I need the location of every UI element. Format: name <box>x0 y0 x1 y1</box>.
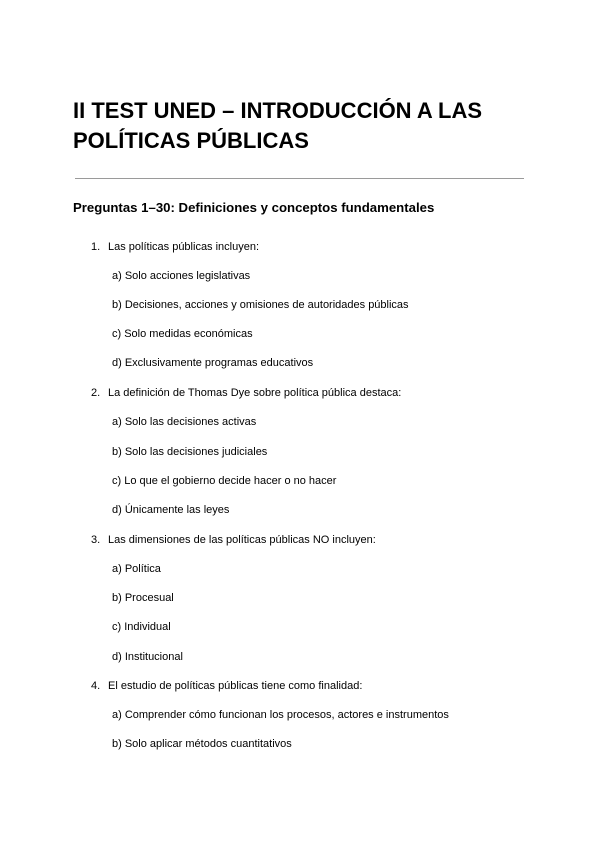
question-1-option-b: b) Decisiones, acciones y omisiones de autoridades públicas <box>112 299 409 311</box>
question-2-option-d: d) Únicamente las leyes <box>112 504 230 516</box>
question-3-option-a: a) Política <box>112 563 161 575</box>
question-number: 2. <box>91 387 101 399</box>
question-1-option-c: c) Solo medidas económicas <box>112 328 253 340</box>
question-text: La definición de Thomas Dye sobre política pública destaca: <box>108 387 402 399</box>
question-3-option-c: c) Individual <box>112 621 171 633</box>
question-number: 4. <box>91 680 101 692</box>
question-1-option-d: d) Exclusivamente programas educativos <box>112 357 314 369</box>
section-heading: Preguntas 1–30: Definiciones y conceptos fundamentales <box>73 200 435 215</box>
document-title-line-2: POLÍTICAS PÚBLICAS <box>73 128 309 153</box>
question-1 <box>91 240 259 254</box>
document-title <box>73 96 543 156</box>
question-3 <box>91 533 376 547</box>
question-3-option-d: d) Institucional <box>112 651 183 663</box>
question-2 <box>91 386 401 400</box>
question-text: El estudio de políticas públicas tiene como finalidad: <box>108 680 363 692</box>
horizontal-divider <box>75 178 524 179</box>
question-3-option-b: b) Procesual <box>112 592 174 604</box>
question-4-option-a: a) Comprender cómo funcionan los procesos, actores e instrumentos <box>112 709 449 721</box>
document-title-line-1: II TEST UNED – INTRODUCCIÓN A LAS <box>73 98 483 123</box>
question-2-option-c: c) Lo que el gobierno decide hacer o no hacer <box>112 475 337 487</box>
question-text: Las políticas públicas incluyen: <box>108 241 260 253</box>
question-2-option-b: b) Solo las decisiones judiciales <box>112 446 268 458</box>
question-text: Las dimensiones de las políticas públicas NO incluyen: <box>108 534 376 546</box>
question-number: 1. <box>91 241 101 253</box>
question-number: 3. <box>91 534 101 546</box>
question-1-option-a: a) Solo acciones legislativas <box>112 270 251 282</box>
question-4 <box>91 679 362 693</box>
question-4-option-b: b) Solo aplicar métodos cuantitativos <box>112 738 292 750</box>
question-2-option-a: a) Solo las decisiones activas <box>112 416 257 428</box>
